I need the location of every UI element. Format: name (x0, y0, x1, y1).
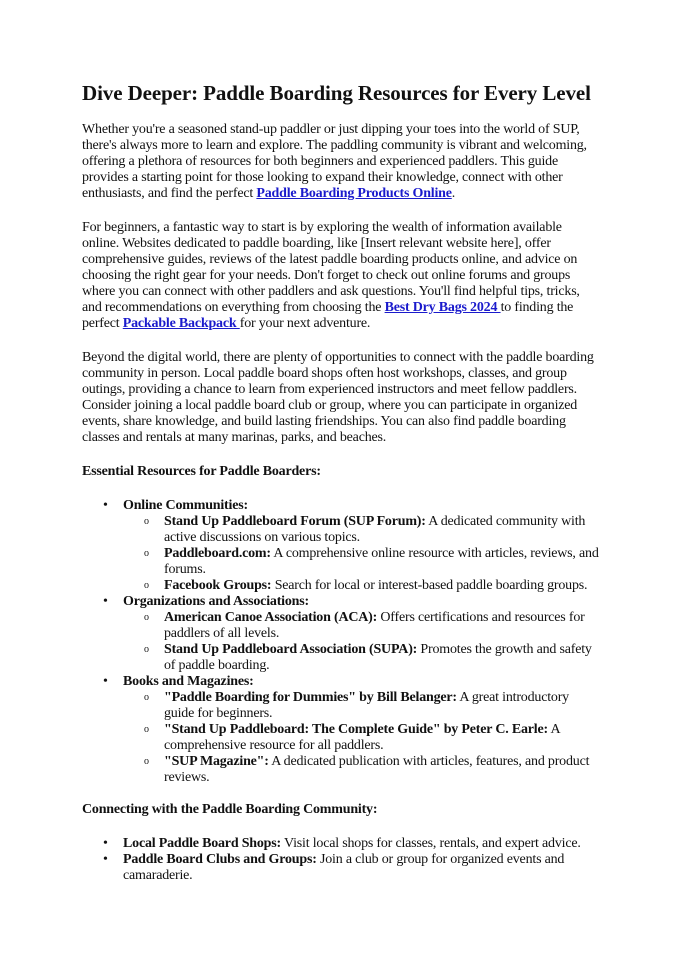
list-item: o "Stand Up Paddleboard: The Complete Guide" by Peter C. Earle: A comprehensive resource for all paddlers. (164, 722, 602, 754)
list-item: o Stand Up Paddleboard Forum (SUP Forum): A dedicated community with active discussions on various topics. (164, 514, 602, 546)
beginners-paragraph: For beginners, a fantastic way to start is by exploring the wealth of information available online. Websites dedicated to paddle boarding, like [Insert relevant website here], offer comprehensive guides, reviews of the latest paddle boarding products online, and advice on choosing the right gear for your needs. Don't forget to check out online forums and groups where you can connect with other paddlers and ask questions. You'll find helpful tips, tricks, and recommendations on everything from choosing the Best Dry Bags 2024 to finding the perfect Packable Backpack for your next adventure. (82, 220, 580, 331)
list-item: o Paddleboard.com: A comprehensive online resource with articles, reviews, and forums. (164, 546, 602, 578)
page-title: Dive Deeper: Paddle Boarding Resources for Every Level (82, 81, 591, 105)
list-item: • Books and Magazines: o "Paddle Boarding for Dummies" by Bill Belanger: A great introductory guide for beginners. o "Stand Up Paddleboard: The Complete Guide" by Peter C. Earle: A comprehensive resource for all paddlers. o "SUP Magazine": A dedicated publication with articles, features, and product reviews. (123, 674, 602, 786)
list-item: o "Paddle Boarding for Dummies" by Bill Belanger: A great introductory guide for beginners. (164, 690, 602, 722)
list-item: • Online Communities: o Stand Up Paddleboard Forum (SUP Forum): A dedicated community with active discussions on various topics. o Paddleboard.com: A comprehensive online resource with articles, reviews, and forums. o Facebook Groups: Search for local or interest-based paddle boarding groups. (123, 498, 602, 594)
list-item: • Organizations and Associations: o American Canoe Association (ACA): Offers certifications and resources for paddlers of all levels. o Stand Up Paddleboard Association (SUPA): Promotes the growth and safety of paddle boarding. (123, 594, 602, 674)
document-page (82, 80, 602, 900)
essential-resources-heading: Essential Resources for Paddle Boarders: (82, 464, 321, 479)
list-item: o Facebook Groups: Search for local or interest-based paddle boarding groups. (164, 578, 602, 594)
list-item: o "SUP Magazine": A dedicated publication with articles, features, and product reviews. (164, 754, 602, 786)
connecting-heading: Connecting with the Paddle Boarding Community: (82, 802, 378, 817)
list-item: o Stand Up Paddleboard Association (SUPA): Promotes the growth and safety of paddle boarding. (164, 642, 602, 674)
best-dry-bags-link[interactable]: Best Dry Bags 2024 (384, 300, 501, 315)
intro-paragraph: Whether you're a seasoned stand-up paddler or just dipping your toes into the world of SUP, there's always more to learn and explore. The paddling community is vibrant and welcoming, offering a plethora of resources for both beginners and experienced paddlers. This guide provides a starting point for those looking to expand their knowledge, connect with other enthusiasts, and find the perfect Paddle Boarding Products Online. (82, 122, 587, 201)
connecting-list (82, 836, 602, 884)
essential-resources-list (82, 498, 602, 786)
list-item: o American Canoe Association (ACA): Offers certifications and resources for paddlers of all levels. (164, 610, 602, 642)
list-item: • Paddle Board Clubs and Groups: Join a club or group for organized events and camaraderie. (123, 852, 602, 884)
list-item: • Local Paddle Board Shops: Visit local shops for classes, rentals, and expert advice. (123, 836, 602, 852)
packable-backpack-link[interactable]: Packable Backpack (122, 316, 240, 331)
beyond-paragraph: Beyond the digital world, there are plenty of opportunities to connect with the paddle boarding community in person. Local paddle board shops often host workshops, classes, and group outings, providing a chance to learn from experienced instructors and meet fellow paddlers. Consider joining a local paddle board club or group, where you can participate in organized events, share knowledge, and build lasting friendships. You can also find paddle boarding classes and rentals at many marinas, parks, and beaches. (82, 350, 594, 445)
paddle-boarding-products-link[interactable]: Paddle Boarding Products Online (256, 186, 452, 201)
